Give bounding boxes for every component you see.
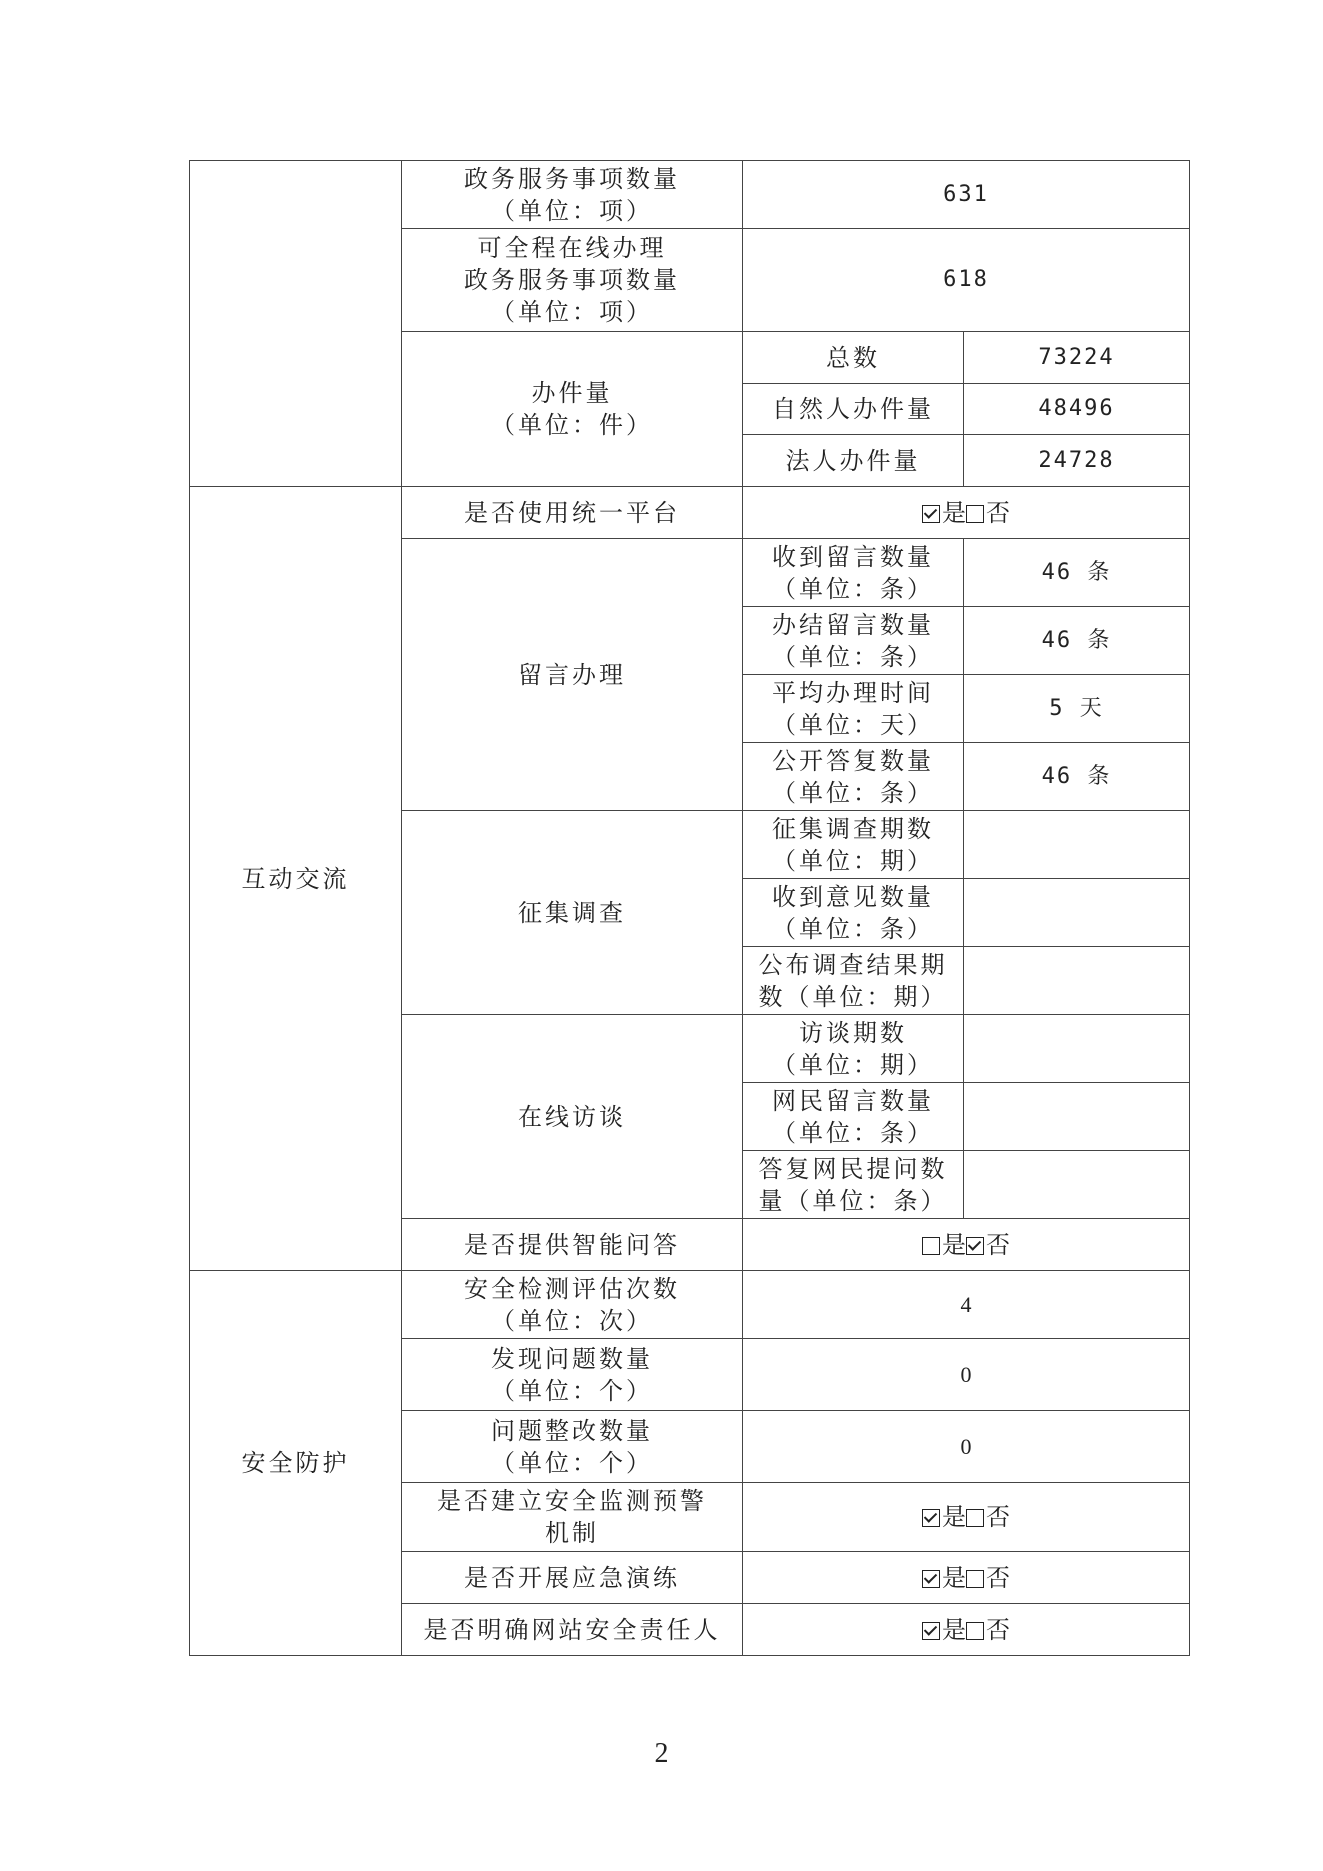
row-label: 办件量 （单位：件） xyxy=(402,332,743,487)
sub-value: 46 条 xyxy=(964,607,1190,675)
row-label: 安全检测评估次数 （单位：次） xyxy=(402,1271,743,1339)
unchecked-box-icon[interactable] xyxy=(966,1509,984,1527)
unchecked-box-icon[interactable] xyxy=(966,1570,984,1588)
checkbox-group: 是 否 xyxy=(743,1552,1190,1604)
row-label: 政务服务事项数量 （单位：项） xyxy=(402,161,743,229)
checked-box-icon[interactable] xyxy=(966,1237,984,1255)
row-label: 是否建立安全监测预警 机制 xyxy=(402,1483,743,1552)
sub-value xyxy=(964,947,1190,1015)
group-label: 留言办理 xyxy=(402,539,743,811)
row-value: 0 xyxy=(743,1339,1190,1411)
group-label: 在线访谈 xyxy=(402,1015,743,1219)
unchecked-box-icon[interactable] xyxy=(922,1237,940,1255)
row-label: 是否使用统一平台 xyxy=(402,487,743,539)
report-table xyxy=(189,160,1190,1656)
checked-box-icon[interactable] xyxy=(922,505,940,523)
sub-label: 收到意见数量 （单位：条） xyxy=(743,879,964,947)
row-label: 可全程在线办理 政务服务事项数量 （单位：项） xyxy=(402,229,743,332)
group-label: 征集调查 xyxy=(402,811,743,1015)
sub-value: 48496 xyxy=(964,384,1190,435)
sub-label: 公布调查结果期 数（单位：期） xyxy=(743,947,964,1015)
row-label: 是否开展应急演练 xyxy=(402,1552,743,1604)
checkbox-group: 是 否 xyxy=(743,487,1190,539)
sub-label: 网民留言数量 （单位：条） xyxy=(743,1083,964,1151)
checked-box-icon[interactable] xyxy=(922,1570,940,1588)
row-value: 0 xyxy=(743,1411,1190,1483)
section-cell: 互动交流 xyxy=(190,487,402,1271)
unchecked-box-icon[interactable] xyxy=(966,505,984,523)
sub-label: 总数 xyxy=(743,332,964,384)
row-label: 是否明确网站安全责任人 xyxy=(402,1604,743,1656)
sub-label: 自然人办件量 xyxy=(743,384,964,435)
sub-value xyxy=(964,1151,1190,1219)
checkbox-group: 是 否 xyxy=(743,1604,1190,1656)
row-label: 问题整改数量 （单位：个） xyxy=(402,1411,743,1483)
row-label: 是否提供智能问答 xyxy=(402,1219,743,1271)
sub-label: 公开答复数量 （单位：条） xyxy=(743,743,964,811)
row-label: 发现问题数量 （单位：个） xyxy=(402,1339,743,1411)
row-value: 631 xyxy=(743,161,1190,229)
table-row xyxy=(190,1271,1190,1339)
row-value: 618 xyxy=(743,229,1190,332)
sub-value: 73224 xyxy=(964,332,1190,384)
sub-value: 24728 xyxy=(964,435,1190,487)
sub-label: 法人办件量 xyxy=(743,435,964,487)
sub-label: 收到留言数量 （单位：条） xyxy=(743,539,964,607)
checked-box-icon[interactable] xyxy=(922,1622,940,1640)
sub-value xyxy=(964,811,1190,879)
sub-label: 办结留言数量 （单位：条） xyxy=(743,607,964,675)
section-cell-blank xyxy=(190,161,402,487)
sub-label: 征集调查期数 （单位：期） xyxy=(743,811,964,879)
sub-label: 访谈期数 （单位：期） xyxy=(743,1015,964,1083)
sub-value xyxy=(964,1083,1190,1151)
section-cell: 安全防护 xyxy=(190,1271,402,1656)
sub-value: 46 条 xyxy=(964,539,1190,607)
sub-label: 平均办理时间 （单位：天） xyxy=(743,675,964,743)
sub-value xyxy=(964,879,1190,947)
table-row xyxy=(190,487,1190,539)
sub-value: 46 条 xyxy=(964,743,1190,811)
sub-label: 答复网民提问数 量（单位：条） xyxy=(743,1151,964,1219)
checked-box-icon[interactable] xyxy=(922,1509,940,1527)
checkbox-group: 是 否 xyxy=(743,1483,1190,1552)
row-value: 4 xyxy=(743,1271,1190,1339)
page-number: 2 xyxy=(654,1738,669,1769)
sub-value xyxy=(964,1015,1190,1083)
table-row xyxy=(190,161,1190,229)
sub-value: 5 天 xyxy=(964,675,1190,743)
unchecked-box-icon[interactable] xyxy=(966,1622,984,1640)
checkbox-group: 是 否 xyxy=(743,1219,1190,1271)
